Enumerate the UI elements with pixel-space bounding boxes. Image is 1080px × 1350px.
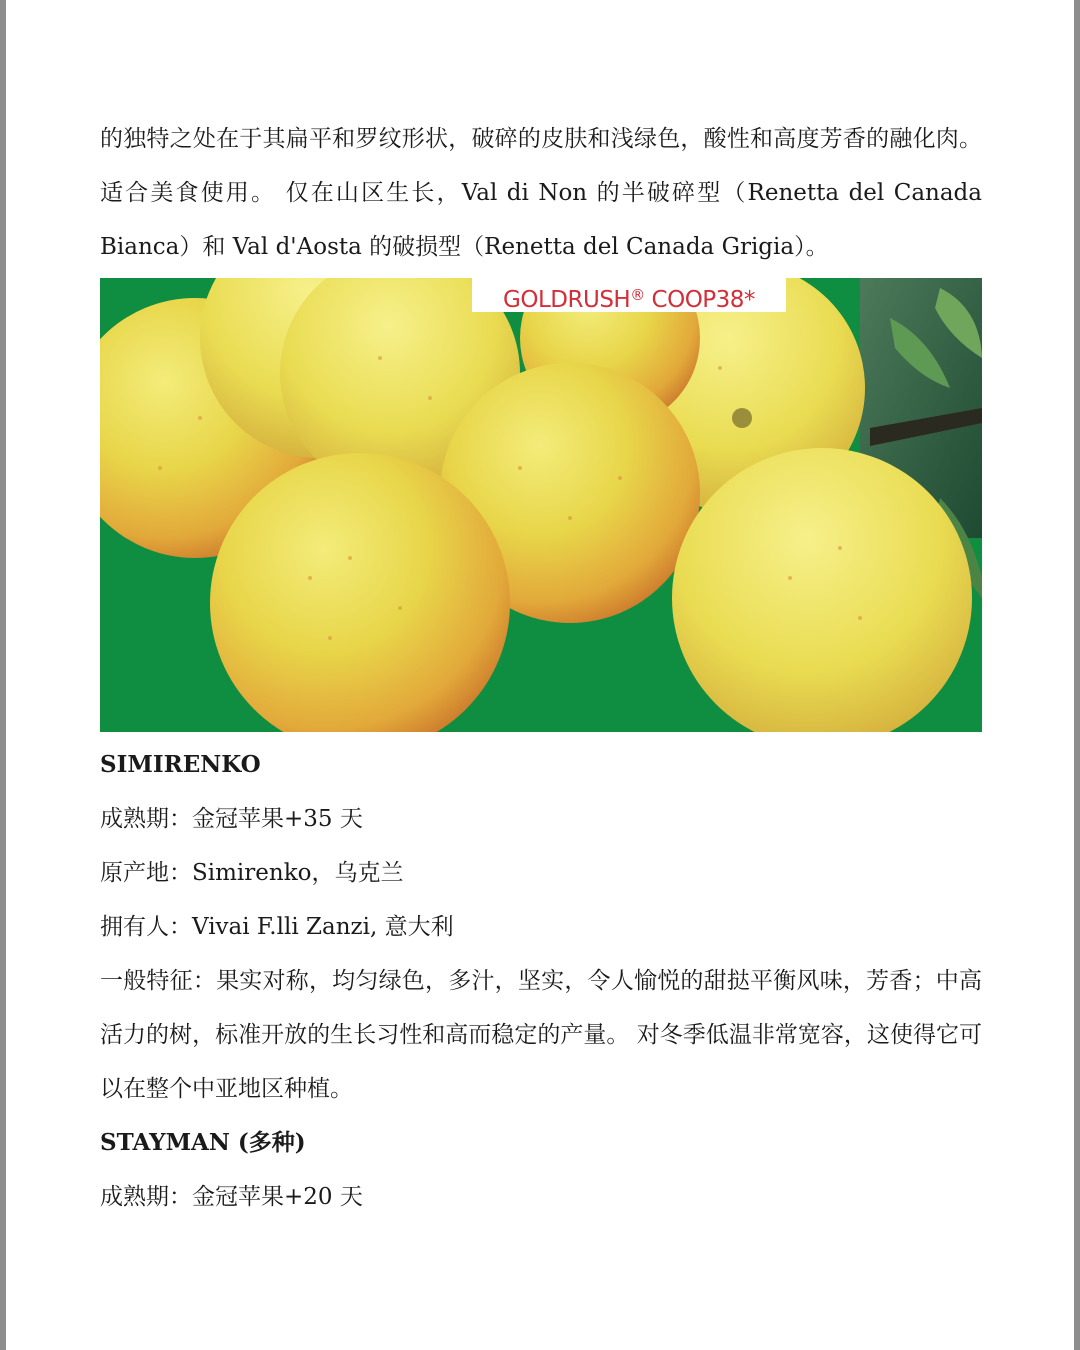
document-page [6,0,1074,1350]
variety-label [472,278,786,312]
apple-illustration [100,278,982,732]
intro-paragraph: 的独特之处在于其扁平和罗纹形状，破碎的皮肤和浅绿色，酸性和高度芳香的融化肉。 适合美食使用。 仅在山区生长，Val di Non 的半破碎型（Renetta del Canada Bianca）和 Val d'Aosta 的破损型（Renetta del Canada Grigia）。 [100,126,982,260]
simirenko-heading: SIMIRENKO [100,751,261,778]
stayman-maturity: 成熟期：金冠苹果+20 天 [100,1184,363,1210]
apple-photo [100,278,982,732]
variety-code: COOP38* [651,287,755,313]
variety-brand: GOLDRUSH [503,287,631,313]
registered-mark: ® [630,286,645,304]
simirenko-features: 一般特征：果实对称，均匀绿色，多汁，坚实，令人愉悦的甜挞平衡风味，芳香；中高活力的树，标准开放的生长习性和高而稳定的产量。 对冬季低温非常宽容，这使得它可以在整个中亚地区种植。 [100,968,982,1102]
page-content [100,0,982,1224]
simirenko-origin: 原产地：Simirenko，乌克兰 [100,860,404,886]
simirenko-owner: 拥有人：Vivai F.lli Zanzi, 意大利 [100,914,454,940]
stayman-heading: STAYMAN (多种) [100,1129,306,1156]
simirenko-maturity: 成熟期：金冠苹果+35 天 [100,806,363,832]
